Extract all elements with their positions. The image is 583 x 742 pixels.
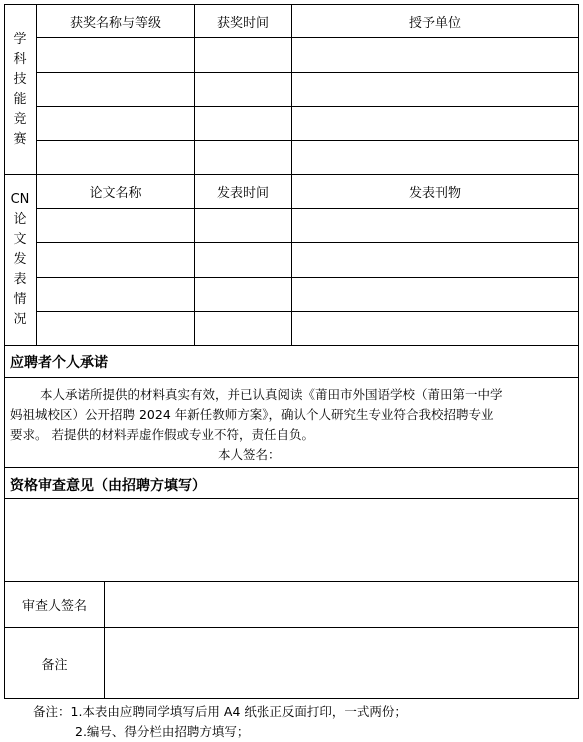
review-title: 资格审查意见（由招聘方填写） xyxy=(10,478,206,494)
side-char: 发 xyxy=(13,252,27,267)
header-paper-journal: 发表刊物 xyxy=(408,186,461,201)
side-char: 能 xyxy=(13,92,27,107)
side-char: 赛 xyxy=(13,132,27,147)
header-paper-time: 发表时间 xyxy=(216,186,269,201)
pledge-line-2: 妈祖城校区）公开招聘 2024 年新任教师方案》，确认个人研究生专业符合我校招聘专业 xyxy=(10,407,494,422)
side-char: 文 xyxy=(13,232,27,247)
side-char: 竞 xyxy=(13,112,27,127)
remarks-label: 备注 xyxy=(41,657,68,673)
side-char: 学 xyxy=(13,32,27,47)
side-char: CN xyxy=(10,192,30,207)
side-char: 况 xyxy=(13,312,27,327)
side-char: 表 xyxy=(13,272,27,287)
pledge-signature: 本人签名： xyxy=(218,447,281,462)
side-char: 论 xyxy=(13,212,27,227)
header-paper-name: 论文名称 xyxy=(89,186,142,201)
footnote-2: 2.编号、得分栏由招聘方填写； xyxy=(75,724,250,739)
pledge-line-3: 要求。 若提供的材料弄虚作假或专业不符，责任自负。 xyxy=(10,427,314,442)
reviewer-signature-field[interactable] xyxy=(105,582,578,627)
side-char: 情 xyxy=(13,292,27,307)
side-char: 科 xyxy=(13,52,27,67)
remarks-field[interactable] xyxy=(105,628,578,698)
header-award-name: 获奖名称与等级 xyxy=(69,15,161,31)
header-award-org: 授予单位 xyxy=(408,15,461,31)
header-award-time: 获奖时间 xyxy=(216,15,269,31)
pledge-title: 应聘者个人承诺 xyxy=(10,355,108,371)
papers-side-label xyxy=(4,190,36,330)
pledge-line-1: 本人承诺所提供的材料真实有效，并已认真阅读《莆田市外国语学校（莆田第一中学 xyxy=(40,387,503,402)
reviewer-signature-label: 审查人签名 xyxy=(21,599,87,614)
competition-side-label xyxy=(4,20,36,160)
side-char: 技 xyxy=(13,72,27,87)
footnote-1: 备注：1.本表由应聘同学填写后用 A4 纸张正反面打印，一式两份； xyxy=(33,704,407,719)
